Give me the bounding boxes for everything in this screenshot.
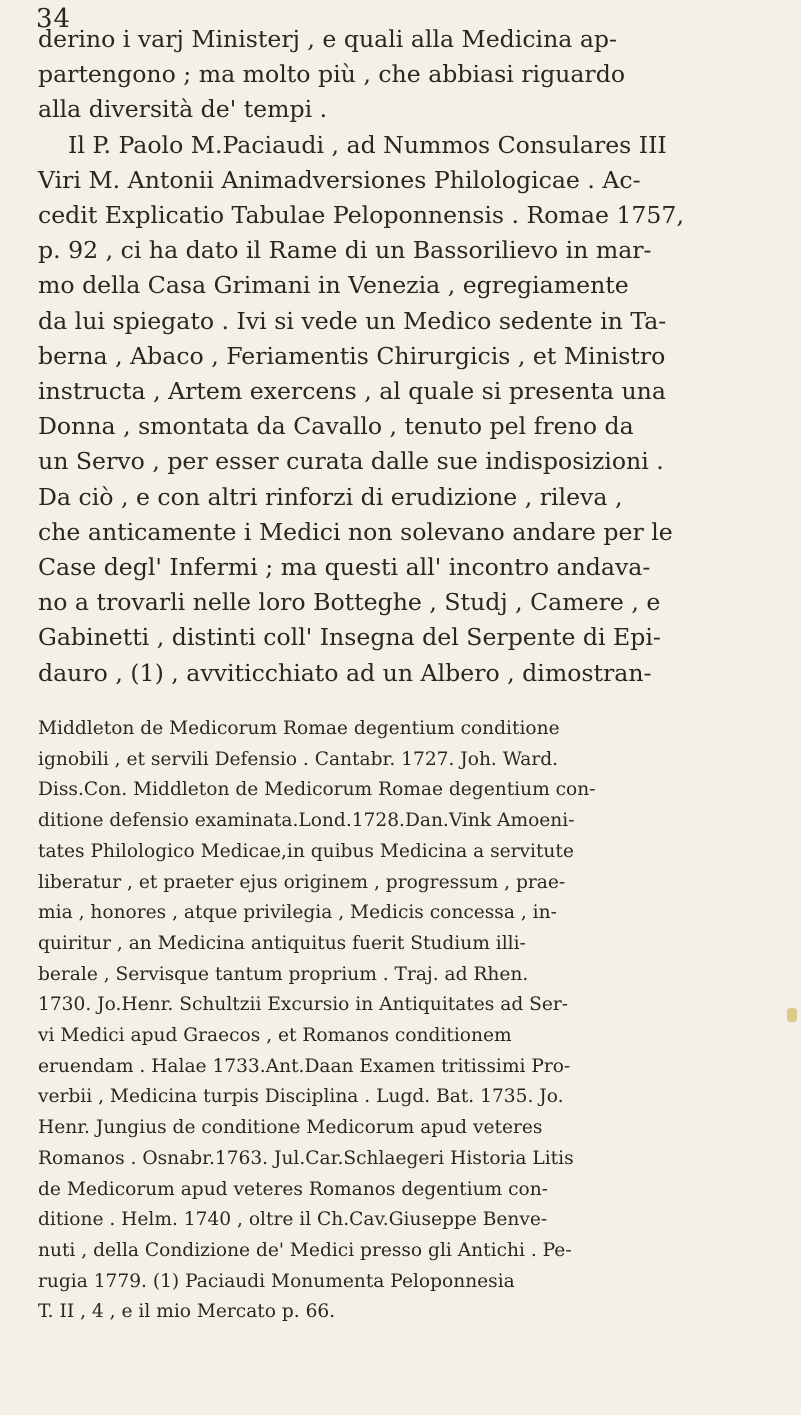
footnote-line: liberatur , et praeter ejus originem , progressum , prae- <box>38 871 566 893</box>
main-text-line: Viri M. Antonii Animadversiones Philologicae . Ac- <box>38 165 641 194</box>
page-number: 34 <box>36 4 72 34</box>
footnote-line: de Medicorum apud veteres Romanos degentium con- <box>38 1178 548 1200</box>
main-text-line: alla diversità de' tempi . <box>38 95 328 124</box>
main-text <box>38 22 760 691</box>
footnote <box>38 714 768 1328</box>
paper-stain <box>787 1008 797 1022</box>
main-text-line: cedit Explicatio Tabulae Peloponnensis . Romae 1757, <box>38 201 684 230</box>
main-text-line: instructa , Artem exercens , al quale si presenta una <box>38 377 666 406</box>
main-text-line: mo della Casa Grimani in Venezia , egregiamente <box>38 271 629 300</box>
footnote-line: tates Philologico Medicae,in quibus Medicina a servitute <box>38 840 574 862</box>
main-text-line: che anticamente i Medici non solevano andare per le <box>38 517 673 546</box>
footnote-line: Middleton de Medicorum Romae degentium conditione <box>38 718 560 739</box>
footnote-line: nuti , della Condizione de' Medici presso gli Antichi . Pe- <box>38 1239 572 1261</box>
main-text-line: berna , Abaco , Feriamentis Chirurgicis , et Ministro <box>38 341 666 370</box>
footnote-line: eruendam . Halae 1733.Ant.Daan Examen tritissimi Pro- <box>38 1055 571 1077</box>
footnote-line: vi Medici apud Graecos , et Romanos conditionem <box>38 1025 512 1047</box>
main-text-line: dauro , (1) , avviticchiato ad un Albero , dimostran- <box>38 658 652 687</box>
main-text-line: un Servo , per esser curata dalle sue indisposizioni . <box>38 447 664 476</box>
footnote-line: ignobili , et servili Defensio . Cantabr. 1727. Joh. Ward. <box>38 748 559 770</box>
main-text-line: no a trovarli nelle loro Botteghe , Studj , Camere , e <box>38 588 661 617</box>
footnote-line: quiritur , an Medicina antiquitus fuerit Studium illi- <box>38 932 526 954</box>
main-text-line: partengono ; ma molto più , che abbiasi riguardo <box>38 60 626 89</box>
main-text-line: Il P. Paolo M.Paciaudi , ad Nummos Consulares III <box>68 130 667 159</box>
footnote-line: verbii , Medicina turpis Disciplina . Lugd. Bat. 1735. Jo. <box>38 1086 564 1108</box>
main-text-line: Donna , smontata da Cavallo , tenuto pel freno da <box>38 412 634 441</box>
footnote-line: Romanos . Osnabr.1763. Jul.Car.Schlaegeri Historia Litis <box>38 1147 574 1169</box>
footnote-line: rugia 1779. (1) Paciaudi Monumenta Peloponnesia <box>38 1270 515 1292</box>
footnote-line: Henr. Jungius de conditione Medicorum apud veteres <box>38 1117 543 1139</box>
footnote-line: T. II , 4 , e il mio Mercato p. 66. <box>38 1301 336 1323</box>
main-text-line: da lui spiegato . Ivi si vede un Medico sedente in Ta- <box>38 306 667 335</box>
main-text-line: Da ciò , e con altri rinforzi di erudizione , rileva , <box>38 482 623 511</box>
footnote-line: berale , Servisque tantum proprium . Traj. ad Rhen. <box>38 963 529 985</box>
main-text-line: Gabinetti , distinti coll' Insegna del Serpente di Epi- <box>38 623 661 652</box>
footnote-line: ditione . Helm. 1740 , oltre il Ch.Cav.Giuseppe Benve- <box>38 1209 548 1231</box>
footnote-line: ditione defensio examinata.Lond.1728.Dan.Vink Amoeni- <box>38 810 575 832</box>
footnote-line: 1730. Jo.Henr. Schultzii Excursio in Antiquitates ad Ser- <box>38 994 569 1016</box>
main-text-line: Case degl' Infermi ; ma questi all' incontro andava- <box>38 553 651 582</box>
main-text-line: derino i varj Ministerj , e quali alla Medicina ap- <box>38 25 617 53</box>
main-text-line: p. 92 , ci ha dato il Rame di un Bassorilievo in mar- <box>38 236 652 265</box>
footnote-line: mia , honores , atque privilegia , Medicis concessa , in- <box>38 902 557 924</box>
footnote-line: Diss.Con. Middleton de Medicorum Romae degentium con- <box>38 779 596 801</box>
